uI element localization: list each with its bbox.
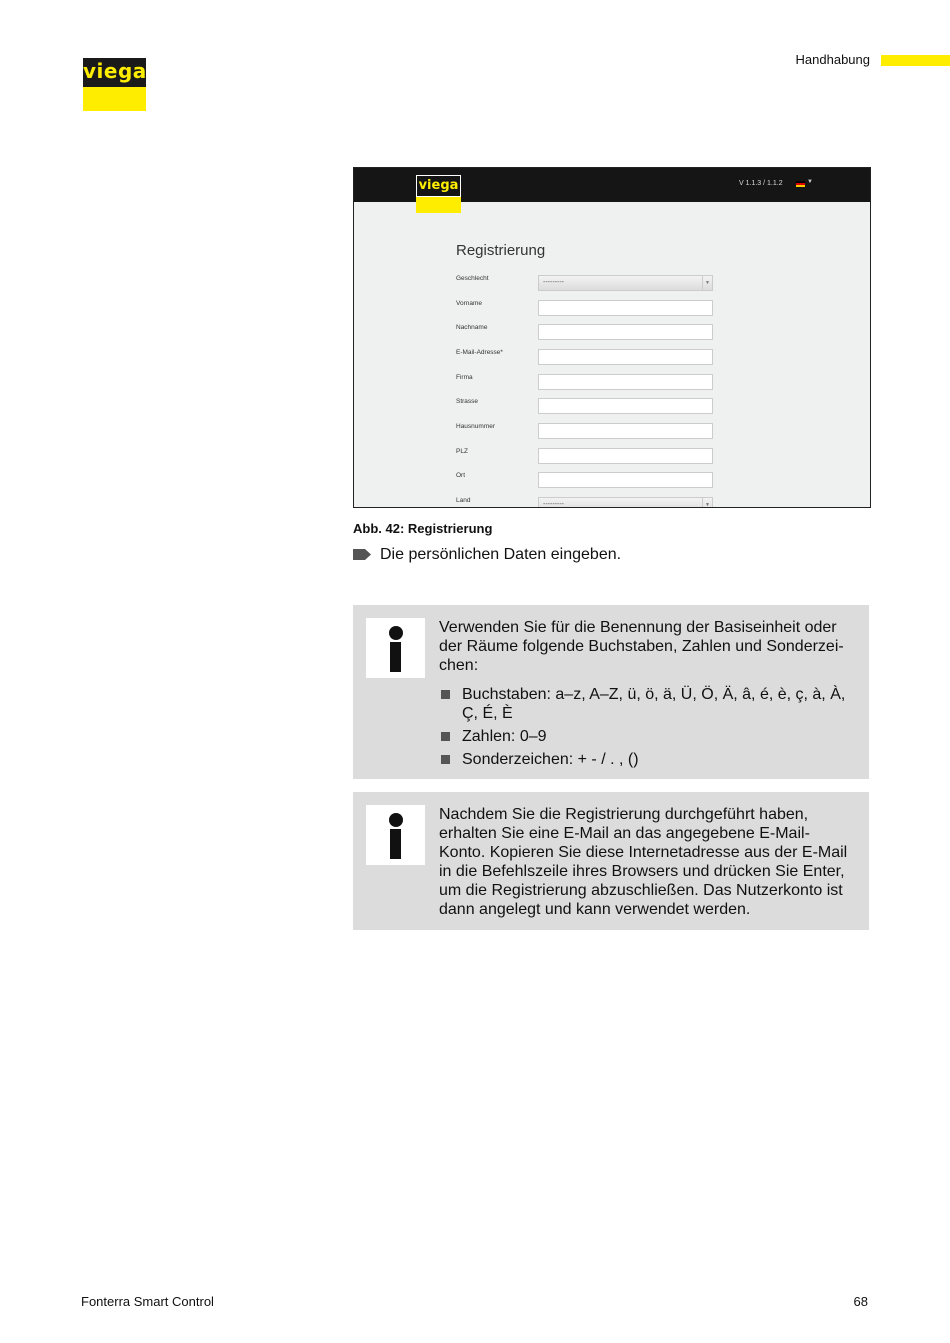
input-vorname[interactable] [538, 300, 713, 316]
label-firma: Firma [456, 374, 473, 381]
label-land: Land [456, 497, 471, 504]
logo-yellow-bar [83, 87, 146, 111]
input-email[interactable] [538, 349, 713, 365]
footer-product: Fonterra Smart Control [81, 1294, 214, 1309]
label-vorname: Vorname [456, 300, 483, 307]
label-hausnummer: Hausnummer [456, 423, 496, 430]
list-item: Buchstaben: a–z, A–Z, ü, ö, ä, Ü, Ö, Ä, â, é, è, ç, à, À, Ç, É, È [439, 685, 853, 723]
input-plz[interactable] [538, 448, 713, 464]
info-box-registration [353, 792, 869, 930]
form-title: Registrierung [456, 242, 546, 259]
page-number: 68 [853, 1294, 868, 1309]
version-label: V 1.1.3 / 1.1.2 [739, 180, 783, 187]
section-marker [881, 55, 950, 66]
info-text: Verwenden Sie für die Benennung der Basiseinheit oder der Räume folgende Buchstaben, Zahlen und Sonderzei-chen: [439, 619, 844, 674]
label-geschlecht: Geschlecht [456, 275, 489, 282]
chevron-down-icon[interactable]: ▼ [807, 179, 813, 185]
info-icon [366, 805, 425, 865]
select-geschlecht[interactable]: --------- ▼ [538, 275, 713, 291]
app-logo [416, 175, 461, 213]
label-strasse: Strasse [456, 398, 479, 405]
step-text: Die persönlichen Daten eingeben. [380, 546, 622, 563]
de-flag-icon[interactable] [796, 181, 805, 187]
label-ort: Ort [456, 472, 466, 479]
label-email: E-Mail-Adresse* [456, 349, 503, 356]
info-icon [366, 618, 425, 678]
info-text: Nachdem Sie die Registrierung durchgeführt haben, erhalten Sie eine E-Mail an das angegebene E-Mail-Konto. Kopieren Sie diese Internetadresse aus der E-Mail in die Befehlszeile ihres Browsers und drücken Sie Enter, um die Registrierung abzuschließen. Das Nutzerkonto ist dann angelegt und kann verwendet werden. [439, 806, 848, 918]
input-hausnummer[interactable] [538, 423, 713, 439]
bullet-icon [441, 690, 450, 699]
app-logo-text: viega [416, 175, 461, 197]
info-box-characters [353, 605, 869, 779]
input-strasse[interactable] [538, 398, 713, 414]
registration-screenshot [353, 167, 871, 508]
section-title: Handhabung [795, 52, 870, 67]
list-item: Sonderzeichen: + - / . , () [439, 750, 853, 769]
viega-logo [83, 58, 146, 111]
logo-text: viega [83, 58, 146, 87]
bullet-icon [441, 755, 450, 764]
character-list [439, 685, 853, 769]
list-item: Zahlen: 0–9 [439, 727, 853, 746]
input-ort[interactable] [538, 472, 713, 488]
bullet-icon [441, 732, 450, 741]
input-nachname[interactable] [538, 324, 713, 340]
select-land[interactable]: --------- ▼ [538, 497, 713, 508]
chevron-down-icon: ▼ [702, 498, 712, 508]
label-nachname: Nachname [456, 324, 488, 331]
chevron-down-icon: ▼ [702, 276, 712, 290]
label-plz: PLZ [456, 448, 468, 455]
step-arrow-icon [353, 549, 371, 560]
figure-caption: Abb. 42: Registrierung [353, 521, 493, 536]
input-firma[interactable] [538, 374, 713, 390]
